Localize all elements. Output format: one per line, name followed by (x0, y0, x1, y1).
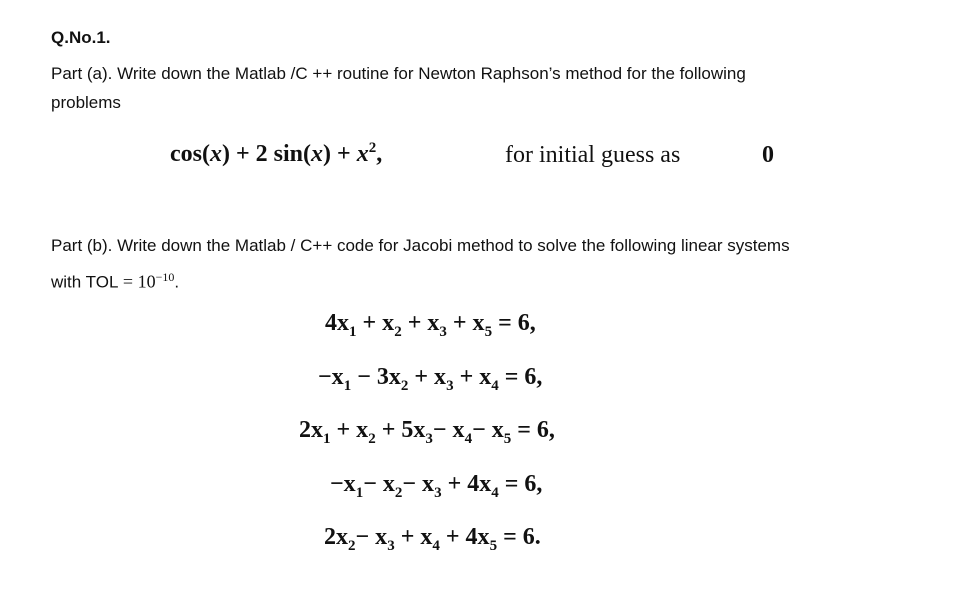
var-x-1: x (210, 141, 222, 167)
tol-equals: = (118, 271, 138, 292)
question-number: Q.No.1. (51, 28, 111, 47)
plus-2sin: + 2 sin (230, 141, 304, 167)
linear-equation-1: $4x_1 + x_2 + x_3 + x_5 = 6$, (325, 310, 536, 340)
tolerance-line (51, 270, 179, 293)
linear-equation-3: $2x_1 + x_2 + 5x_3- x_4- x_5 = 6$, (299, 417, 555, 447)
tol-prefix: with TOL (51, 272, 119, 292)
equation-comma: , (376, 141, 383, 167)
linear-equation-2: $-x_1 - 3x_2 + x_3 + x_4 = 6$, (318, 364, 543, 394)
exponent-2: 2 (368, 140, 377, 156)
part-b-line-1: Part (b). Write down the Matlab / C++ code for Jacobi method to solve the following linear systems (51, 236, 790, 255)
plus-term: + (331, 141, 357, 167)
var-x-2: x (311, 141, 324, 167)
part-a-line-2: problems (51, 93, 121, 112)
tol-base: 10 (137, 271, 156, 292)
linear-equation-4: $-x_1- x_2- x_3 + 4x_4 = 6$, (330, 471, 543, 501)
initial-guess-value: 0 (762, 142, 774, 168)
newton-equation: cos(x) + 2 $\sin(x) + x^2$, (170, 140, 383, 167)
linear-equation-5: $2x_2- x_3 + x_4 + 4x_5 = 6$. (324, 524, 541, 554)
cos-text: cos (170, 141, 202, 167)
tol-period: . (174, 272, 180, 292)
part-a-line-1: Part (a). Write down the Matlab /C ++ routine for Newton Raphson’s method for the following (51, 64, 746, 83)
tol-exponent: −10 (155, 270, 175, 284)
var-x-sq: x (356, 141, 369, 167)
initial-guess-label: for initial guess as (505, 142, 681, 168)
